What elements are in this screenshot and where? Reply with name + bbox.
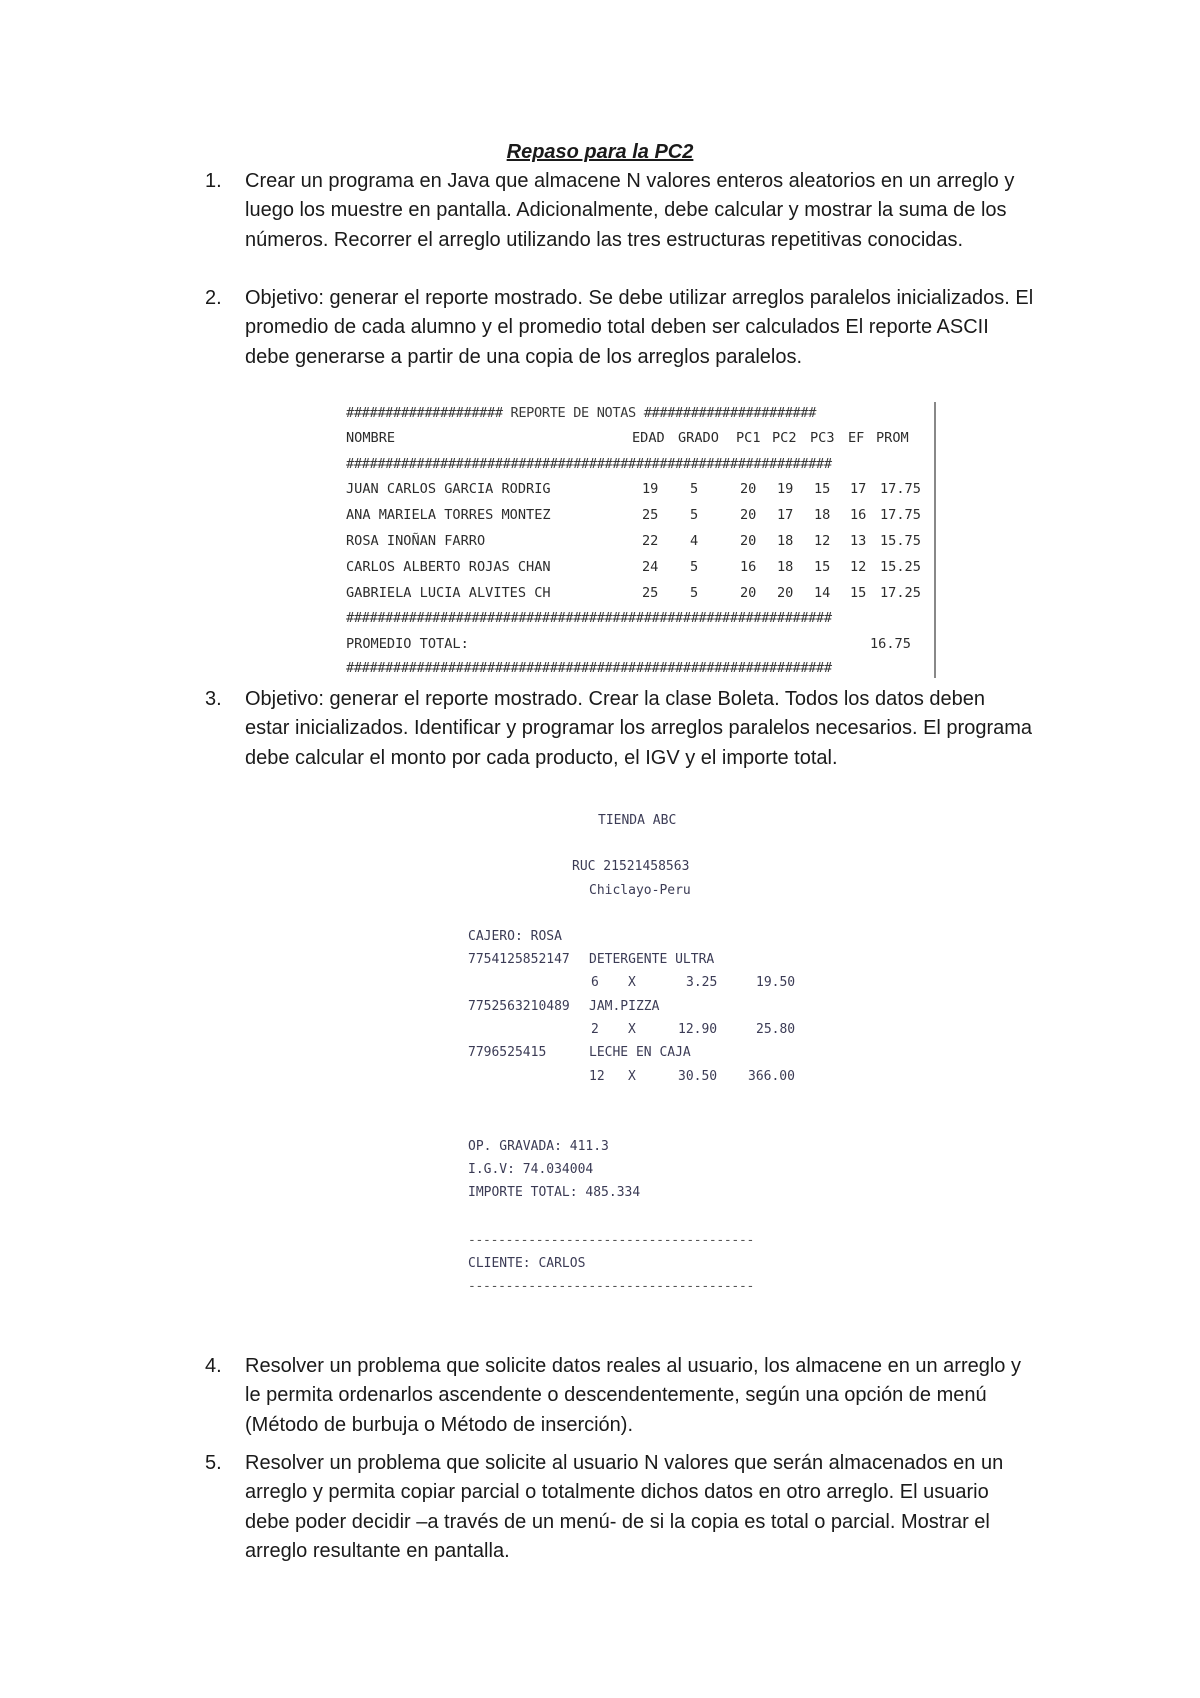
report-hash-line: ############################################################## xyxy=(346,610,832,626)
col-prom: PROM xyxy=(876,430,909,446)
total-value: 16.75 xyxy=(870,636,911,652)
store-city: Chiclayo-Peru xyxy=(589,883,691,898)
row-pc3: 12 xyxy=(814,533,831,549)
store-ruc: RUC 21521458563 xyxy=(572,859,690,874)
total-label: PROMEDIO TOTAL: xyxy=(346,636,469,652)
grade-report xyxy=(340,402,940,680)
product-x: X xyxy=(628,1022,636,1037)
item-number: 5. xyxy=(205,1452,222,1474)
product-price: 30.50 xyxy=(678,1069,718,1084)
product-price: 3.25 xyxy=(686,975,718,990)
item-text: Resolver un problema que solicite datos reales al usuario, los almacene en un arreglo y le permita ordenarlos ascendente o descendentemente, según una opción de menú (Método de burbuja o Método de inserción). xyxy=(245,1355,1021,1436)
row-grado: 4 xyxy=(690,533,699,549)
list-item-4 xyxy=(205,1352,1035,1440)
report-border xyxy=(934,402,936,678)
item-number: 3. xyxy=(205,688,222,710)
product-price: 12.90 xyxy=(678,1022,718,1037)
row-nombre: ROSA INOÑAN FARRO xyxy=(346,533,486,549)
separator-line: -------------------------------------- xyxy=(468,1233,755,1248)
product-code: 7754125852147 xyxy=(468,952,570,967)
row-ef: 17 xyxy=(850,481,867,497)
product-name: JAM.PIZZA xyxy=(589,999,660,1014)
col-ef: EF xyxy=(848,430,865,446)
row-prom: 17.25 xyxy=(880,585,921,601)
row-ef: 16 xyxy=(850,507,867,523)
item-number: 4. xyxy=(205,1355,222,1377)
row-nombre: CARLOS ALBERTO ROJAS CHAN xyxy=(346,559,551,575)
col-nombre: NOMBRE xyxy=(346,430,396,446)
col-pc3: PC3 xyxy=(810,430,835,446)
row-pc3: 15 xyxy=(814,559,831,575)
row-ef: 15 xyxy=(850,585,867,601)
importe-total: IMPORTE TOTAL: 485.334 xyxy=(468,1185,641,1200)
row-grado: 5 xyxy=(690,481,699,497)
store-name: TIENDA ABC xyxy=(598,813,677,828)
product-qty: 6 xyxy=(591,975,599,990)
row-edad: 19 xyxy=(642,481,659,497)
row-edad: 25 xyxy=(642,507,659,523)
report-header-line: #################### REPORTE DE NOTAS ###################### xyxy=(346,405,817,421)
col-pc2: PC2 xyxy=(772,430,797,446)
col-grado: GRADO xyxy=(678,430,719,446)
item-number: 2. xyxy=(205,287,222,309)
row-pc1: 20 xyxy=(740,481,757,497)
row-pc3: 18 xyxy=(814,507,831,523)
row-grado: 5 xyxy=(690,507,699,523)
list-item-2 xyxy=(205,284,1035,372)
list-item-5 xyxy=(205,1449,1035,1566)
product-code: 7752563210489 xyxy=(468,999,570,1014)
row-pc2: 17 xyxy=(777,507,794,523)
page-title: Repaso para la PC2 xyxy=(506,141,694,163)
row-edad: 22 xyxy=(642,533,659,549)
product-name: DETERGENTE ULTRA xyxy=(589,952,715,967)
list-item-1 xyxy=(205,167,1035,255)
product-amount: 366.00 xyxy=(748,1069,795,1084)
item-text: Resolver un problema que solicite al usuario N valores que serán almacenados en un arreglo y permita copiar parcial o totalmente dichos datos en otro arreglo. El usuario debe poder decidir –a través de un menú- de si la copia es total o parcial. Mostrar el arreglo resultante en pantalla. xyxy=(245,1452,1004,1562)
product-name: LECHE EN CAJA xyxy=(589,1045,691,1060)
row-edad: 24 xyxy=(642,559,659,575)
row-ef: 12 xyxy=(850,559,867,575)
op-gravada: OP. GRAVADA: 411.3 xyxy=(468,1139,609,1154)
igv: I.G.V: 74.034004 xyxy=(468,1162,594,1177)
row-pc2: 19 xyxy=(777,481,794,497)
product-x: X xyxy=(628,975,636,990)
row-pc3: 15 xyxy=(814,481,831,497)
row-prom: 15.25 xyxy=(880,559,921,575)
row-nombre: JUAN CARLOS GARCIA RODRIG xyxy=(346,481,551,497)
client: CLIENTE: CARLOS xyxy=(468,1256,586,1271)
item-text: Crear un programa en Java que almacene N valores enteros aleatorios en un arreglo y luego los muestre en pantalla. Adicionalmente, debe calcular y mostrar la suma de los números. Recorrer el arreglo utilizando las tres estructuras repetitivas conocidas. xyxy=(245,170,1015,251)
col-edad: EDAD xyxy=(632,430,665,446)
row-pc2: 18 xyxy=(777,559,794,575)
row-grado: 5 xyxy=(690,559,699,575)
row-ef: 13 xyxy=(850,533,867,549)
row-pc2: 20 xyxy=(777,585,794,601)
report-hash-line: ############################################################## xyxy=(346,456,832,472)
cashier: CAJERO: ROSA xyxy=(468,929,562,944)
row-grado: 5 xyxy=(690,585,699,601)
row-pc1: 16 xyxy=(740,559,757,575)
product-code: 7796525415 xyxy=(468,1045,547,1060)
list-item-3 xyxy=(205,685,1035,773)
row-nombre: GABRIELA LUCIA ALVITES CH xyxy=(346,585,551,601)
row-prom: 17.75 xyxy=(880,481,921,497)
item-text: Objetivo: generar el reporte mostrado. Crear la clase Boleta. Todos los datos deben estar inicializados. Identificar y programar los arreglos paralelos necesarios. El programa debe calcular el monto por cada producto, el IGV y el importe total. xyxy=(245,688,1033,769)
receipt xyxy=(460,812,840,1312)
row-pc2: 18 xyxy=(777,533,794,549)
product-x: X xyxy=(628,1069,636,1084)
product-qty: 12 xyxy=(589,1069,605,1084)
product-amount: 25.80 xyxy=(756,1022,796,1037)
row-prom: 17.75 xyxy=(880,507,921,523)
product-amount: 19.50 xyxy=(756,975,796,990)
row-pc1: 20 xyxy=(740,507,757,523)
row-pc1: 20 xyxy=(740,533,757,549)
item-number: 1. xyxy=(205,170,222,192)
row-edad: 25 xyxy=(642,585,659,601)
row-pc1: 20 xyxy=(740,585,757,601)
item-text: Objetivo: generar el reporte mostrado. Se debe utilizar arreglos paralelos inicializados. El promedio de cada alumno y el promedio total deben ser calculados El reporte ASCII debe generarse a partir de una copia de los arreglos paralelos. xyxy=(245,287,1034,368)
product-qty: 2 xyxy=(591,1022,599,1037)
col-pc1: PC1 xyxy=(736,430,761,446)
report-hash-line: ############################################################## xyxy=(346,660,832,676)
row-pc3: 14 xyxy=(814,585,831,601)
row-prom: 15.75 xyxy=(880,533,921,549)
row-nombre: ANA MARIELA TORRES MONTEZ xyxy=(346,507,551,523)
separator-line: -------------------------------------- xyxy=(468,1279,755,1294)
